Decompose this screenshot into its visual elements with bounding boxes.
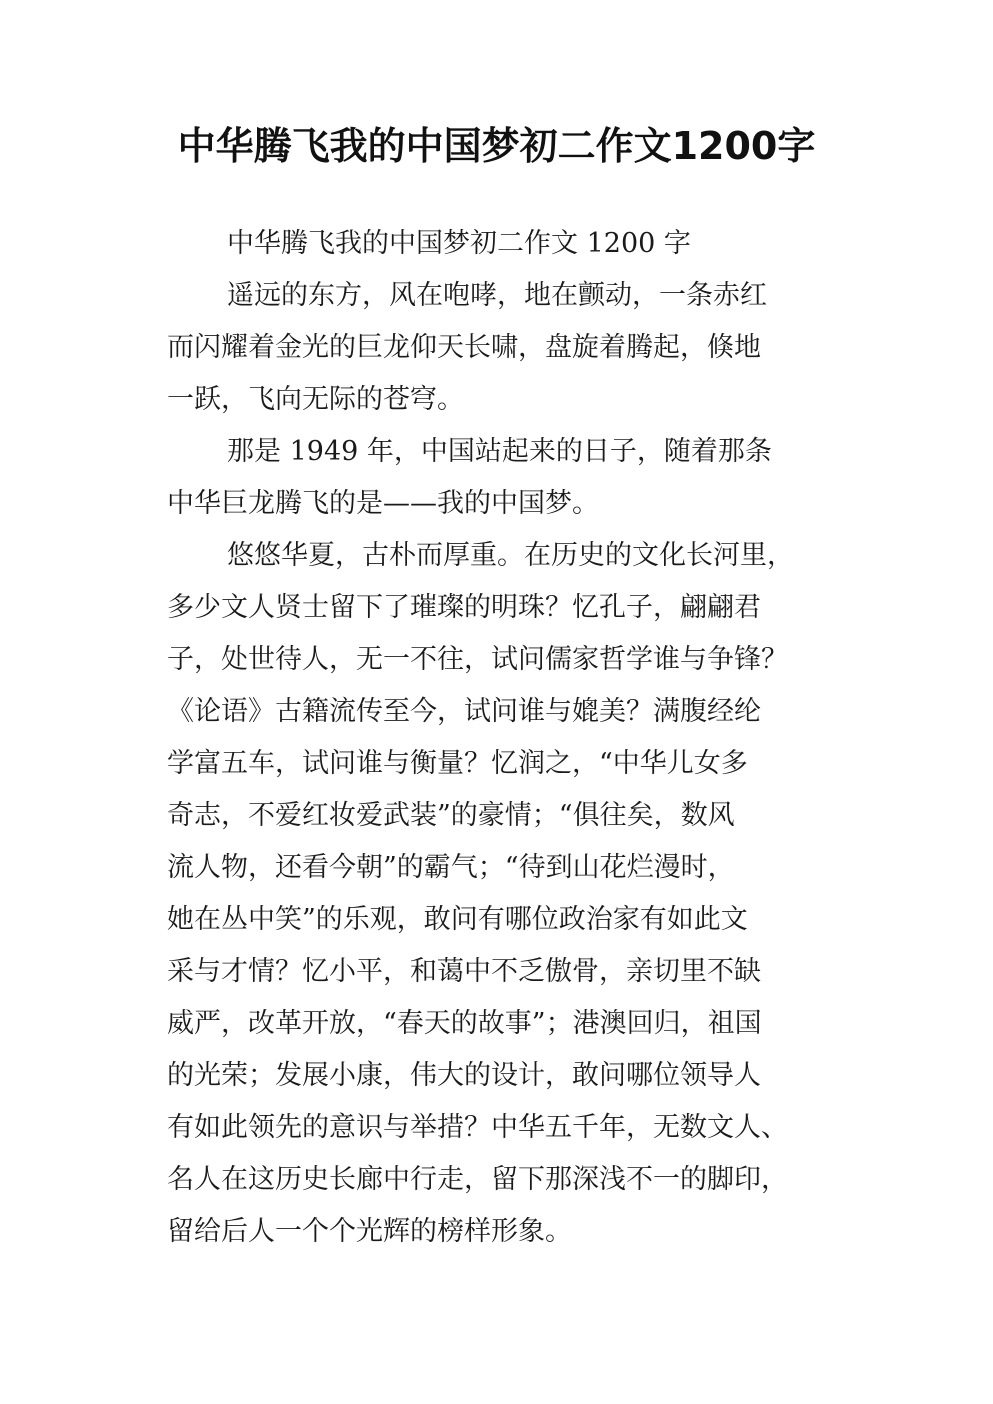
text-line: 威严，改革开放，“春天的故事”；港澳回归，祖国	[167, 1008, 762, 1039]
text-line: 而闪耀着金光的巨龙仰天长啸，盘旋着腾起，倏地	[167, 332, 761, 363]
text-line: 一跃，飞向无际的苍穹。	[167, 384, 464, 415]
text-line: 奇志，不爱红妆爱武装”的豪情；“俱往矣，数风	[167, 800, 735, 831]
text-line: 名人在这历史长廊中行走，留下那深浅不一的脚印，	[167, 1164, 788, 1195]
text-line: 有如此领先的意识与举措？中华五千年，无数文人、	[167, 1112, 788, 1143]
text-line: 多少文人贤士留下了璀璨的明珠？忆孔子，翩翩君	[167, 592, 761, 623]
text-line: 那是 1949 年，中国站起来的日子，随着那条	[227, 436, 772, 467]
text-line: 留给后人一个个光辉的榜样形象。	[167, 1216, 572, 1247]
text-line: 她在丛中笑”的乐观，敢问有哪位政治家有如此文	[167, 904, 748, 935]
document-title: 中华腾飞我的中国梦初二作文1200字	[177, 124, 816, 168]
document-body	[167, 218, 847, 1258]
text-line: 《论语》古籍流传至今，试问谁与媲美？满腹经纶	[167, 696, 761, 727]
text-line: 学富五车，试问谁与衡量？忆润之，“中华儿女多	[167, 748, 748, 779]
text-line: 遥远的东方，风在咆哮，地在颤动，一条赤红	[227, 280, 767, 311]
text-line: 悠悠华夏，古朴而厚重。在历史的文化长河里，	[227, 540, 794, 571]
text-line: 采与才情？忆小平，和蔼中不乏傲骨，亲切里不缺	[167, 956, 761, 987]
text-line: 中华巨龙腾飞的是——我的中国梦。	[167, 488, 599, 519]
text-line: 的光荣；发展小康，伟大的设计，敢问哪位领导人	[167, 1060, 761, 1091]
text-line: 中华腾飞我的中国梦初二作文 1200 字	[227, 228, 691, 259]
text-line: 流人物，还看今朝”的霸气；“待到山花烂漫时，	[167, 852, 735, 883]
text-line: 子，处世待人，无一不往，试问儒家哲学谁与争锋？	[167, 644, 788, 675]
